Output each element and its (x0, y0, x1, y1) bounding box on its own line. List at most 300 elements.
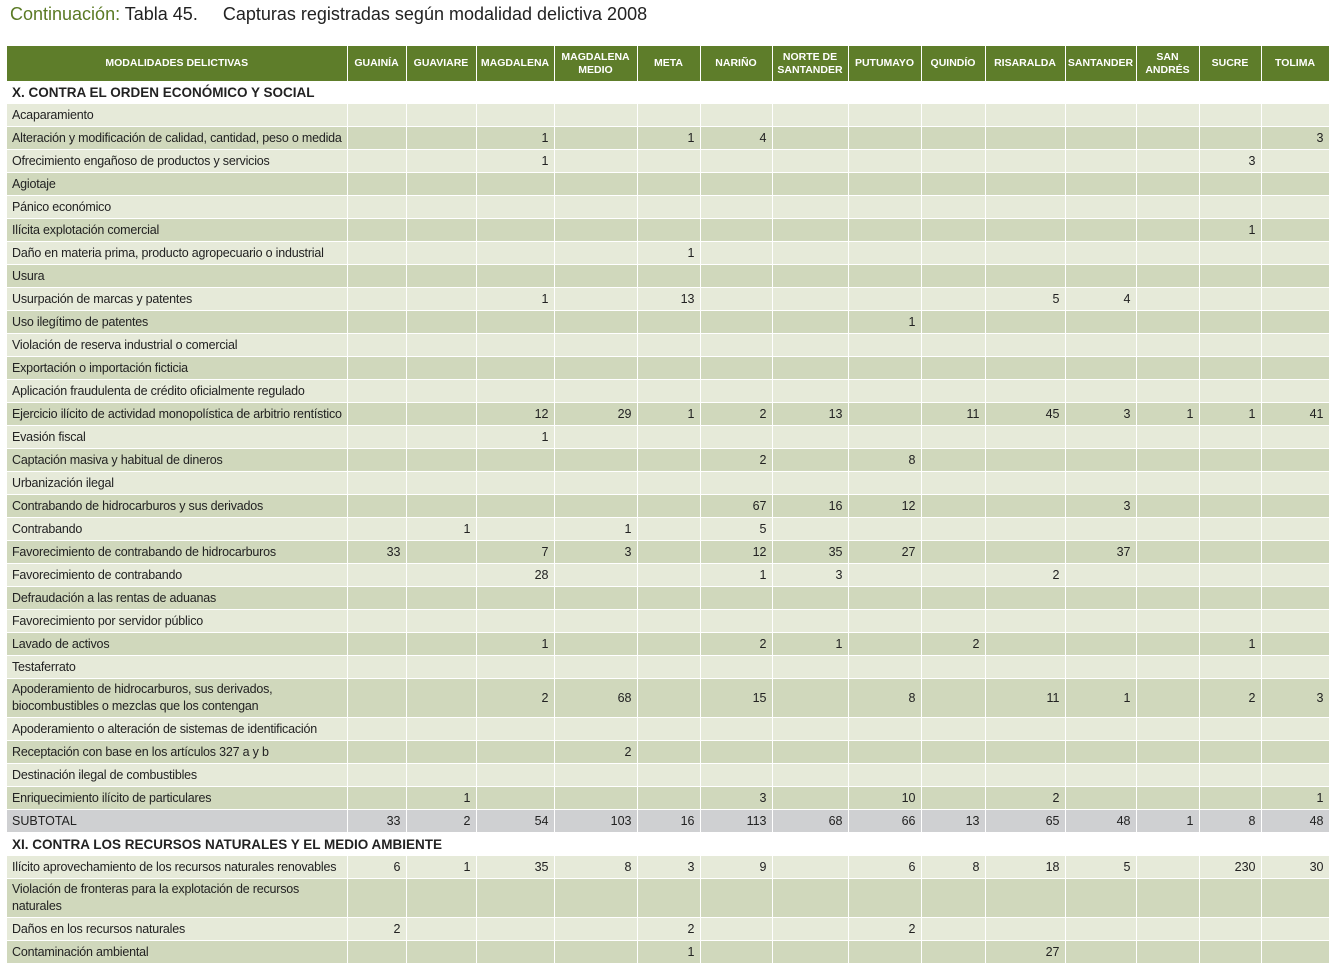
table-cell: 4 (1065, 288, 1136, 311)
row-label: Lavado de activos (7, 633, 347, 656)
table-cell: 1 (406, 787, 476, 810)
table-cell (637, 334, 700, 357)
table-cell (921, 741, 985, 764)
table-cell (985, 380, 1065, 403)
table-cell (637, 564, 700, 587)
table-cell (848, 219, 921, 242)
table-cell (700, 104, 772, 127)
table-cell: 7 (476, 541, 554, 564)
table-cell (476, 334, 554, 357)
table-cell: 35 (772, 541, 848, 564)
table-cell (347, 518, 406, 541)
table-cell: 12 (700, 541, 772, 564)
table-cell (637, 357, 700, 380)
table-cell (554, 334, 637, 357)
table-cell (1261, 941, 1329, 964)
row-label: Enriquecimiento ilícito de particulares (7, 787, 347, 810)
subtotal-cell: 66 (848, 810, 921, 833)
table-cell (347, 380, 406, 403)
table-cell (1261, 242, 1329, 265)
table-cell (406, 403, 476, 426)
table-cell (700, 879, 772, 918)
table-cell: 18 (985, 856, 1065, 879)
table-cell (1261, 150, 1329, 173)
table-cell (772, 173, 848, 196)
table-cell (1136, 633, 1199, 656)
table-cell (406, 679, 476, 718)
table-row (7, 741, 1329, 764)
row-label: Contrabando de hidrocarburos y sus derivados (7, 495, 347, 518)
table-cell (985, 242, 1065, 265)
row-label: Pánico económico (7, 196, 347, 219)
table-cell (848, 633, 921, 656)
table-cell (772, 357, 848, 380)
table-cell (921, 127, 985, 150)
table-row (7, 633, 1329, 656)
table-cell (637, 380, 700, 403)
table-cell (772, 334, 848, 357)
table-cell (848, 656, 921, 679)
table-cell (848, 472, 921, 495)
table-cell (406, 242, 476, 265)
table-row (7, 610, 1329, 633)
table-cell (1136, 879, 1199, 918)
table-cell: 1 (406, 856, 476, 879)
table-cell (347, 941, 406, 964)
subtotal-row (7, 810, 1329, 833)
table-cell: 2 (848, 918, 921, 941)
table-cell (1199, 288, 1261, 311)
table-cell: 67 (700, 495, 772, 518)
table-cell (772, 587, 848, 610)
table-cell: 3 (1065, 495, 1136, 518)
table-cell: 1 (1065, 679, 1136, 718)
table-cell (1065, 104, 1136, 127)
table-cell (1136, 856, 1199, 879)
table-cell (554, 104, 637, 127)
table-cell (554, 242, 637, 265)
table-cell (347, 104, 406, 127)
row-label: Exportación o importación ficticia (7, 357, 347, 380)
table-cell (985, 449, 1065, 472)
table-cell (1065, 741, 1136, 764)
table-cell: 6 (848, 856, 921, 879)
table-cell (1065, 587, 1136, 610)
table-cell (1261, 610, 1329, 633)
row-label: Contrabando (7, 518, 347, 541)
table-cell (1136, 150, 1199, 173)
table-row (7, 918, 1329, 941)
subtotal-cell: 33 (347, 810, 406, 833)
table-cell (1261, 173, 1329, 196)
row-label: Ofrecimiento engañoso de productos y servicios (7, 150, 347, 173)
table-row (7, 426, 1329, 449)
table-cell: 1 (476, 150, 554, 173)
table-cell (406, 357, 476, 380)
table-cell (1199, 173, 1261, 196)
table-cell (848, 334, 921, 357)
table-row (7, 764, 1329, 787)
subtotal-cell: 68 (772, 810, 848, 833)
table-cell (1065, 196, 1136, 219)
column-header: MAGDALENA (476, 46, 554, 81)
table-cell (347, 265, 406, 288)
table-cell (772, 718, 848, 741)
table-cell (476, 918, 554, 941)
row-label: Destinación ilegal de combustibles (7, 764, 347, 787)
table-row (7, 334, 1329, 357)
title-text: Capturas registradas según modalidad delictiva 2008 (222, 4, 648, 24)
table-cell: 11 (921, 403, 985, 426)
subtotal-label: SUBTOTAL (7, 810, 347, 833)
table-cell (1199, 196, 1261, 219)
table-cell (476, 196, 554, 219)
table-cell (637, 656, 700, 679)
table-cell: 3 (637, 856, 700, 879)
table-cell (1261, 656, 1329, 679)
table-cell (848, 196, 921, 219)
table-cell (700, 173, 772, 196)
table-cell (406, 311, 476, 334)
row-label: Aplicación fraudulenta de crédito oficialmente regulado (7, 380, 347, 403)
table-cell (1136, 357, 1199, 380)
table-row (7, 787, 1329, 810)
table-cell (1065, 449, 1136, 472)
table-cell (1199, 541, 1261, 564)
table-cell (921, 879, 985, 918)
table-cell (554, 219, 637, 242)
table-cell (1136, 787, 1199, 810)
table-cell: 37 (1065, 541, 1136, 564)
table-cell (406, 941, 476, 964)
table-cell (1065, 518, 1136, 541)
table-cell (848, 764, 921, 787)
table-cell (1199, 941, 1261, 964)
table-cell: 1 (406, 518, 476, 541)
table-cell (921, 357, 985, 380)
table-cell (700, 242, 772, 265)
table-cell (985, 656, 1065, 679)
table-cell (476, 718, 554, 741)
column-header: META (637, 46, 700, 81)
table-cell (985, 495, 1065, 518)
table-row (7, 288, 1329, 311)
table-title (10, 4, 647, 25)
table-cell (772, 150, 848, 173)
table-cell (637, 173, 700, 196)
table-cell: 68 (554, 679, 637, 718)
table-cell (921, 518, 985, 541)
table-cell: 1 (848, 311, 921, 334)
table-cell: 1 (772, 633, 848, 656)
table-row (7, 587, 1329, 610)
table-cell: 15 (700, 679, 772, 718)
table-cell (476, 587, 554, 610)
table-cell (406, 150, 476, 173)
table-cell (985, 718, 1065, 741)
table-row (7, 495, 1329, 518)
table-cell (347, 150, 406, 173)
table-row (7, 150, 1329, 173)
column-header: GUAVIARE (406, 46, 476, 81)
table-cell (637, 495, 700, 518)
table-cell (476, 656, 554, 679)
row-label: Evasión fiscal (7, 426, 347, 449)
table-cell (985, 741, 1065, 764)
table-cell (1199, 918, 1261, 941)
table-cell (700, 741, 772, 764)
table-cell (637, 633, 700, 656)
table-cell (848, 426, 921, 449)
table-cell: 41 (1261, 403, 1329, 426)
table-cell (554, 150, 637, 173)
table-cell (406, 288, 476, 311)
section-title: XI. CONTRA LOS RECURSOS NATURALES Y EL MEDIO AMBIENTE (7, 833, 1329, 856)
table-cell (476, 357, 554, 380)
table-row (7, 718, 1329, 741)
table-cell: 1 (637, 403, 700, 426)
row-label: Urbanización ilegal (7, 472, 347, 495)
table-cell (554, 288, 637, 311)
table-cell (637, 219, 700, 242)
table-cell (985, 127, 1065, 150)
table-cell (848, 403, 921, 426)
table-cell (476, 311, 554, 334)
table-cell: 3 (772, 564, 848, 587)
table-body (7, 81, 1329, 964)
table-cell (1136, 679, 1199, 718)
table-cell (700, 610, 772, 633)
table-cell (1136, 449, 1199, 472)
table-cell (1065, 787, 1136, 810)
table-row (7, 856, 1329, 879)
table-cell (637, 472, 700, 495)
table-cell (1136, 265, 1199, 288)
table-row (7, 127, 1329, 150)
table-cell (406, 918, 476, 941)
table-cell (985, 357, 1065, 380)
table-cell (554, 311, 637, 334)
table-cell: 1 (476, 426, 554, 449)
table-cell: 2 (985, 564, 1065, 587)
table-cell: 5 (1065, 856, 1136, 879)
table-cell (848, 741, 921, 764)
table-cell: 10 (848, 787, 921, 810)
table-cell (921, 380, 985, 403)
table-cell (772, 449, 848, 472)
table-cell (921, 564, 985, 587)
table-cell (1199, 787, 1261, 810)
table-cell: 2 (347, 918, 406, 941)
table-cell (1136, 587, 1199, 610)
table-row (7, 656, 1329, 679)
table-cell (554, 173, 637, 196)
table-cell (1199, 587, 1261, 610)
table-cell: 2 (700, 403, 772, 426)
table-cell (772, 288, 848, 311)
table-cell (1065, 150, 1136, 173)
table-cell (1065, 941, 1136, 964)
row-label: Uso ilegítimo de patentes (7, 311, 347, 334)
table-row (7, 242, 1329, 265)
table-cell (772, 787, 848, 810)
table-cell (637, 196, 700, 219)
table-cell (772, 265, 848, 288)
table-cell (1261, 541, 1329, 564)
table-cell (347, 173, 406, 196)
table-cell (1136, 610, 1199, 633)
table-cell (406, 718, 476, 741)
table-cell (921, 288, 985, 311)
table-cell (921, 104, 985, 127)
table-cell (1065, 610, 1136, 633)
table-cell (1065, 173, 1136, 196)
table-cell (406, 633, 476, 656)
table-cell (985, 196, 1065, 219)
table-cell (406, 127, 476, 150)
table-cell (1261, 196, 1329, 219)
table-cell (406, 334, 476, 357)
table-cell: 3 (1199, 150, 1261, 173)
table-cell (772, 127, 848, 150)
table-cell (554, 610, 637, 633)
table-cell (700, 288, 772, 311)
table-cell (985, 587, 1065, 610)
table-cell (921, 311, 985, 334)
table-cell (1261, 334, 1329, 357)
row-label: Favorecimiento de contrabando (7, 564, 347, 587)
table-cell (347, 633, 406, 656)
table-cell (554, 633, 637, 656)
table-row (7, 173, 1329, 196)
table-cell (921, 334, 985, 357)
table-cell (637, 265, 700, 288)
table-cell: 2 (554, 741, 637, 764)
subtotal-cell: 16 (637, 810, 700, 833)
table-cell (1065, 764, 1136, 787)
table-cell (921, 219, 985, 242)
table-cell (985, 104, 1065, 127)
table-cell (1065, 426, 1136, 449)
title-number: Tabla 45. (124, 4, 198, 24)
table-row (7, 357, 1329, 380)
captures-table (7, 46, 1330, 964)
table-cell (347, 741, 406, 764)
column-header: TOLIMA (1261, 46, 1329, 81)
table-cell (848, 288, 921, 311)
row-label: Daño en materia prima, producto agropecuario o industrial (7, 242, 347, 265)
table-cell (772, 426, 848, 449)
table-cell (1065, 127, 1136, 150)
table-cell (700, 426, 772, 449)
table-cell (476, 941, 554, 964)
table-cell (1065, 718, 1136, 741)
table-cell (772, 879, 848, 918)
table-cell (347, 196, 406, 219)
table-cell (406, 104, 476, 127)
table-cell (637, 311, 700, 334)
table-header (7, 46, 1329, 81)
row-label: Favorecimiento de contrabando de hidrocarburos (7, 541, 347, 564)
table-cell (637, 587, 700, 610)
table-cell (476, 104, 554, 127)
table-cell (476, 518, 554, 541)
table-cell (985, 541, 1065, 564)
row-label: Apoderamiento o alteración de sistemas de identificación (7, 718, 347, 741)
table-cell (772, 679, 848, 718)
table-cell (1136, 219, 1199, 242)
table-cell (347, 426, 406, 449)
table-cell (1199, 265, 1261, 288)
table-cell (406, 472, 476, 495)
table-cell (1261, 104, 1329, 127)
table-cell (700, 334, 772, 357)
table-cell (554, 426, 637, 449)
table-cell (554, 127, 637, 150)
table-cell (347, 656, 406, 679)
table-cell (347, 472, 406, 495)
table-cell (1199, 656, 1261, 679)
table-cell (848, 150, 921, 173)
table-cell (1199, 472, 1261, 495)
table-cell (1261, 449, 1329, 472)
column-header: SUCRE (1199, 46, 1261, 81)
table-cell (848, 587, 921, 610)
table-cell: 1 (1199, 403, 1261, 426)
table-cell: 1 (637, 242, 700, 265)
subtotal-cell: 113 (700, 810, 772, 833)
table-cell (848, 879, 921, 918)
table-cell (1261, 587, 1329, 610)
table-row (7, 472, 1329, 495)
table-cell (921, 679, 985, 718)
table-cell (985, 334, 1065, 357)
table-cell (1136, 541, 1199, 564)
table-cell (1261, 564, 1329, 587)
table-cell (637, 764, 700, 787)
table-cell (1136, 656, 1199, 679)
table-cell (700, 150, 772, 173)
table-cell: 45 (985, 403, 1065, 426)
table-cell (476, 380, 554, 403)
table-cell (700, 587, 772, 610)
column-header: MAGDALENA MEDIO (554, 46, 637, 81)
table-cell (772, 104, 848, 127)
table-cell (772, 656, 848, 679)
table-cell (1065, 380, 1136, 403)
table-cell (406, 265, 476, 288)
table-cell (985, 764, 1065, 787)
table-cell (1065, 242, 1136, 265)
table-cell (921, 173, 985, 196)
table-cell: 1 (1199, 633, 1261, 656)
table-cell: 30 (1261, 856, 1329, 879)
row-label: Receptación con base en los artículos 327 a y b (7, 741, 347, 764)
section-header-row (7, 81, 1329, 104)
table-cell (1261, 219, 1329, 242)
table-cell (1065, 656, 1136, 679)
table-cell (406, 656, 476, 679)
table-cell (700, 380, 772, 403)
table-row (7, 265, 1329, 288)
table-cell (637, 104, 700, 127)
table-cell (347, 495, 406, 518)
table-cell (1199, 610, 1261, 633)
table-cell (637, 787, 700, 810)
table-cell (1261, 311, 1329, 334)
table-cell (406, 173, 476, 196)
table-cell (347, 610, 406, 633)
